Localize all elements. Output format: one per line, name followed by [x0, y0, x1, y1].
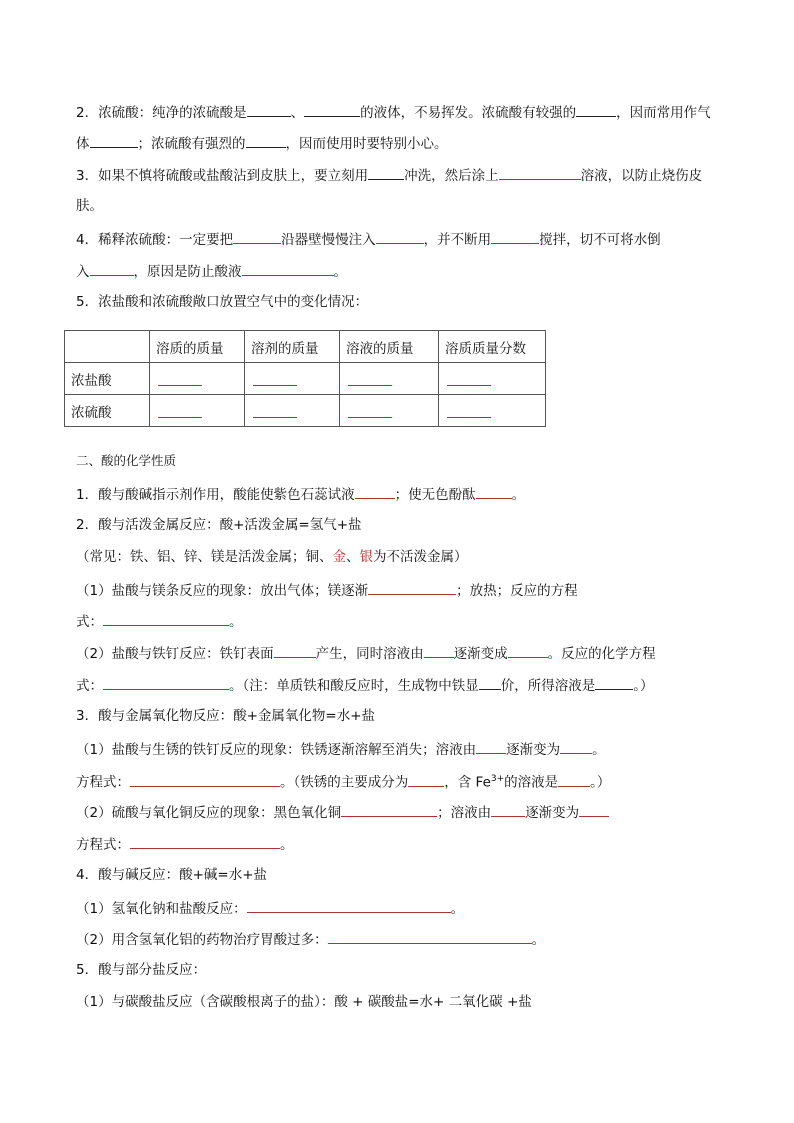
question-text: 。: [511, 487, 526, 503]
question-3-line-2: [76, 197, 103, 215]
fill-blank[interactable]: [476, 739, 506, 754]
fill-blank[interactable]: [247, 102, 291, 117]
fill-blank[interactable]: [247, 898, 451, 913]
fill-blank[interactable]: [253, 403, 297, 418]
table-header-cell: 溶液的质量: [340, 331, 439, 363]
table-row: [65, 363, 546, 395]
fill-blank[interactable]: [368, 165, 404, 180]
note-text: 、: [346, 549, 360, 565]
question-text: （1）盐酸与镁条反应的现象：放出气体；镁逐渐: [76, 583, 369, 599]
item-4-1-line: [76, 898, 464, 918]
question-text: ，含 Fe: [444, 774, 491, 791]
question-text: 体: [76, 136, 90, 152]
fill-blank[interactable]: [479, 675, 501, 690]
question-text: 式：: [76, 678, 103, 694]
superscript-charge: 3+: [490, 774, 505, 784]
question-text: 冲洗，然后涂上: [404, 168, 499, 184]
question-text: 入: [76, 264, 90, 280]
fill-blank[interactable]: [103, 611, 229, 626]
fill-blank[interactable]: [491, 229, 539, 244]
question-text: 逐渐变为: [506, 742, 561, 758]
fill-blank[interactable]: [103, 675, 229, 690]
table-header-cell: 溶剂的质量: [245, 331, 340, 363]
question-text: ；溶液由: [437, 805, 492, 821]
question-text: ，因而常用作气: [616, 105, 711, 121]
fill-blank[interactable]: [341, 802, 437, 817]
item-4-heading: 4．酸与碱反应：酸+碱=水+盐: [76, 867, 268, 883]
item-1-line: [76, 484, 525, 504]
question-text: （1）盐酸与生锈的铁钉反应的现象：铁锈逐渐溶解至消失；溶液由: [76, 742, 477, 758]
fill-blank[interactable]: [576, 102, 616, 117]
question-3-line-1: [76, 165, 702, 185]
question-text: 。（注：单质铁和酸反应时，生成物中铁显: [229, 678, 479, 694]
question-text: 溶液，以防止烧伤皮: [580, 168, 703, 184]
fill-blank[interactable]: [130, 834, 280, 849]
question-2-line-2: [76, 133, 448, 153]
question-text: 稀释浓硫酸：一定要把: [98, 232, 234, 248]
fill-blank[interactable]: [447, 403, 491, 418]
question-text: 。: [280, 837, 294, 853]
fill-blank[interactable]: [376, 229, 424, 244]
question-text: 如果不慎将硫酸或盐酸沾到皮肤上，要立刻用: [98, 168, 369, 184]
question-text: ，并不断用: [423, 232, 492, 248]
fill-blank[interactable]: [348, 371, 392, 386]
fill-blank[interactable]: [560, 739, 592, 754]
question-text: 1．酸与酸碱指示剂作用，酸能使紫色石蕊试液: [76, 487, 355, 503]
table-header-cell: [65, 331, 150, 363]
item-3-2-line-1: [76, 802, 609, 822]
fill-blank[interactable]: [242, 261, 334, 276]
fill-blank[interactable]: [158, 403, 202, 418]
question-text: 肤。: [76, 198, 103, 214]
fill-blank[interactable]: [491, 802, 525, 817]
question-text: 价，所得溶液是: [500, 678, 596, 694]
question-5-line: [76, 293, 368, 311]
question-text: 。: [592, 742, 606, 758]
question-text: 。）: [590, 774, 611, 791]
note-highlight: 银: [359, 549, 373, 565]
question-number: 2．: [76, 105, 99, 121]
table-cell: [245, 395, 340, 427]
question-text: 。: [229, 614, 243, 630]
item-3-2-line-2: [76, 834, 294, 854]
question-text: （1）氢氧化钠和盐酸反应：: [76, 901, 247, 917]
item-2-2-line-1: [76, 643, 656, 663]
table-cell: [439, 395, 546, 427]
question-number: 4．: [76, 232, 99, 248]
fill-blank[interactable]: [579, 802, 609, 817]
fill-blank[interactable]: [355, 484, 395, 499]
item-3-1-line-2: [76, 770, 610, 792]
fill-blank[interactable]: [304, 102, 360, 117]
item-5-heading: 5．酸与部分盐反应：: [76, 962, 207, 978]
note-text: 为不活泼金属）: [373, 549, 468, 565]
question-text: （2）硫酸与氧化铜反应的现象：黑色氧化铜: [76, 805, 342, 821]
fill-blank[interactable]: [328, 929, 532, 944]
table-cell: [340, 363, 439, 395]
fill-blank[interactable]: [246, 133, 286, 148]
item-2-note: [76, 548, 468, 566]
question-text: 、: [290, 105, 305, 121]
question-text: ，因而使用时要特别小心。: [285, 136, 448, 152]
fill-blank[interactable]: [253, 371, 297, 386]
fill-blank[interactable]: [233, 229, 281, 244]
question-text: 。（铁锈的主要成分为: [280, 774, 409, 791]
section-title: 二、酸的化学性质: [76, 453, 177, 468]
question-text: 。: [450, 901, 465, 917]
fill-blank[interactable]: [499, 165, 581, 180]
question-text: 式：: [76, 614, 103, 630]
question-text: 的溶液是: [504, 774, 559, 791]
question-text: 。: [333, 264, 347, 280]
item-2-heading: 2．酸与活泼金属反应：酸+活泼金属=氢气+盐: [76, 517, 362, 533]
table-header-row: [65, 331, 546, 363]
question-text: 搅拌，切不可将水倒: [539, 232, 661, 248]
item-3-1-line-1: [76, 739, 606, 759]
table-header-cell: 溶质的质量: [150, 331, 245, 363]
question-text: 逐渐变为: [525, 805, 580, 821]
fill-blank[interactable]: [595, 675, 633, 690]
table-cell: [150, 363, 245, 395]
item-2-1-line-1: [76, 580, 578, 600]
table-header-cell: 溶质质量分数: [439, 331, 546, 363]
question-text: 的液体，不易挥发。浓硫酸有较强的: [360, 105, 577, 121]
question-text: ，原因是防止酸液: [133, 264, 242, 280]
fill-blank[interactable]: [408, 772, 444, 787]
question-text: （2）用含氢氧化铝的药物治疗胃酸过多：: [76, 932, 328, 948]
question-text: ；使无色酚酞: [394, 487, 476, 503]
note-text: （常见：铁、铝、锌、镁是活泼金属；铜、: [76, 549, 333, 565]
change-table: [64, 330, 546, 427]
row-label: 浓硫酸: [65, 395, 150, 427]
question-text: ；放热；反应的方程: [456, 583, 578, 599]
question-text: 。反应的化学方程: [547, 646, 656, 662]
question-text: 。）: [633, 678, 654, 694]
fill-blank[interactable]: [158, 371, 202, 386]
question-4-line-1: [76, 229, 661, 249]
table-row: [65, 395, 546, 427]
fill-blank[interactable]: [90, 261, 134, 276]
table-cell: [245, 363, 340, 395]
fill-blank[interactable]: [368, 580, 456, 595]
fill-blank[interactable]: [130, 772, 280, 787]
fill-blank[interactable]: [447, 371, 491, 386]
table-cell: [439, 363, 546, 395]
question-text: 沿器壁慢慢注入: [281, 232, 376, 248]
item-4-2-line: [76, 929, 545, 949]
question-text: 浓硫酸：纯净的浓硫酸是: [98, 105, 247, 121]
note-highlight: 金: [332, 549, 346, 565]
question-text: （2）盐酸与铁钉反应：铁钉表面: [76, 646, 274, 662]
question-text: 产生，同时溶液由: [315, 646, 424, 662]
fill-blank[interactable]: [508, 643, 548, 658]
table-cell: [340, 395, 439, 427]
question-text: 。: [531, 932, 546, 948]
fill-blank[interactable]: [476, 484, 512, 499]
question-number: 3．: [76, 168, 99, 184]
item-5-1-line: （1）与碳酸盐反应（含碳酸根离子的盐）：酸 + 碳酸盐=水+ 二氧化碳 +盐: [76, 994, 532, 1010]
fill-blank[interactable]: [424, 643, 454, 658]
question-2-line-1: [76, 102, 711, 122]
question-text: 逐渐变成: [453, 646, 508, 662]
question-number: 5．: [76, 294, 99, 310]
fill-blank[interactable]: [348, 403, 392, 418]
fill-blank[interactable]: [558, 772, 590, 787]
item-2-1-line-2: [76, 611, 243, 631]
item-3-heading: 3．酸与金属氧化物反应：酸+金属氧化物=水+盐: [76, 708, 376, 724]
question-text: 浓盐酸和浓硫酸敞口放置空气中的变化情况：: [98, 294, 369, 310]
question-text: 方程式：: [76, 774, 130, 791]
question-4-line-2: [76, 261, 347, 281]
question-text: 方程式：: [76, 837, 130, 853]
fill-blank[interactable]: [90, 133, 138, 148]
table-cell: [150, 395, 245, 427]
fill-blank[interactable]: [274, 643, 316, 658]
row-label: 浓盐酸: [65, 363, 150, 395]
item-2-2-line-2: [76, 675, 654, 695]
question-text: ；浓硫酸有强烈的: [137, 136, 246, 152]
